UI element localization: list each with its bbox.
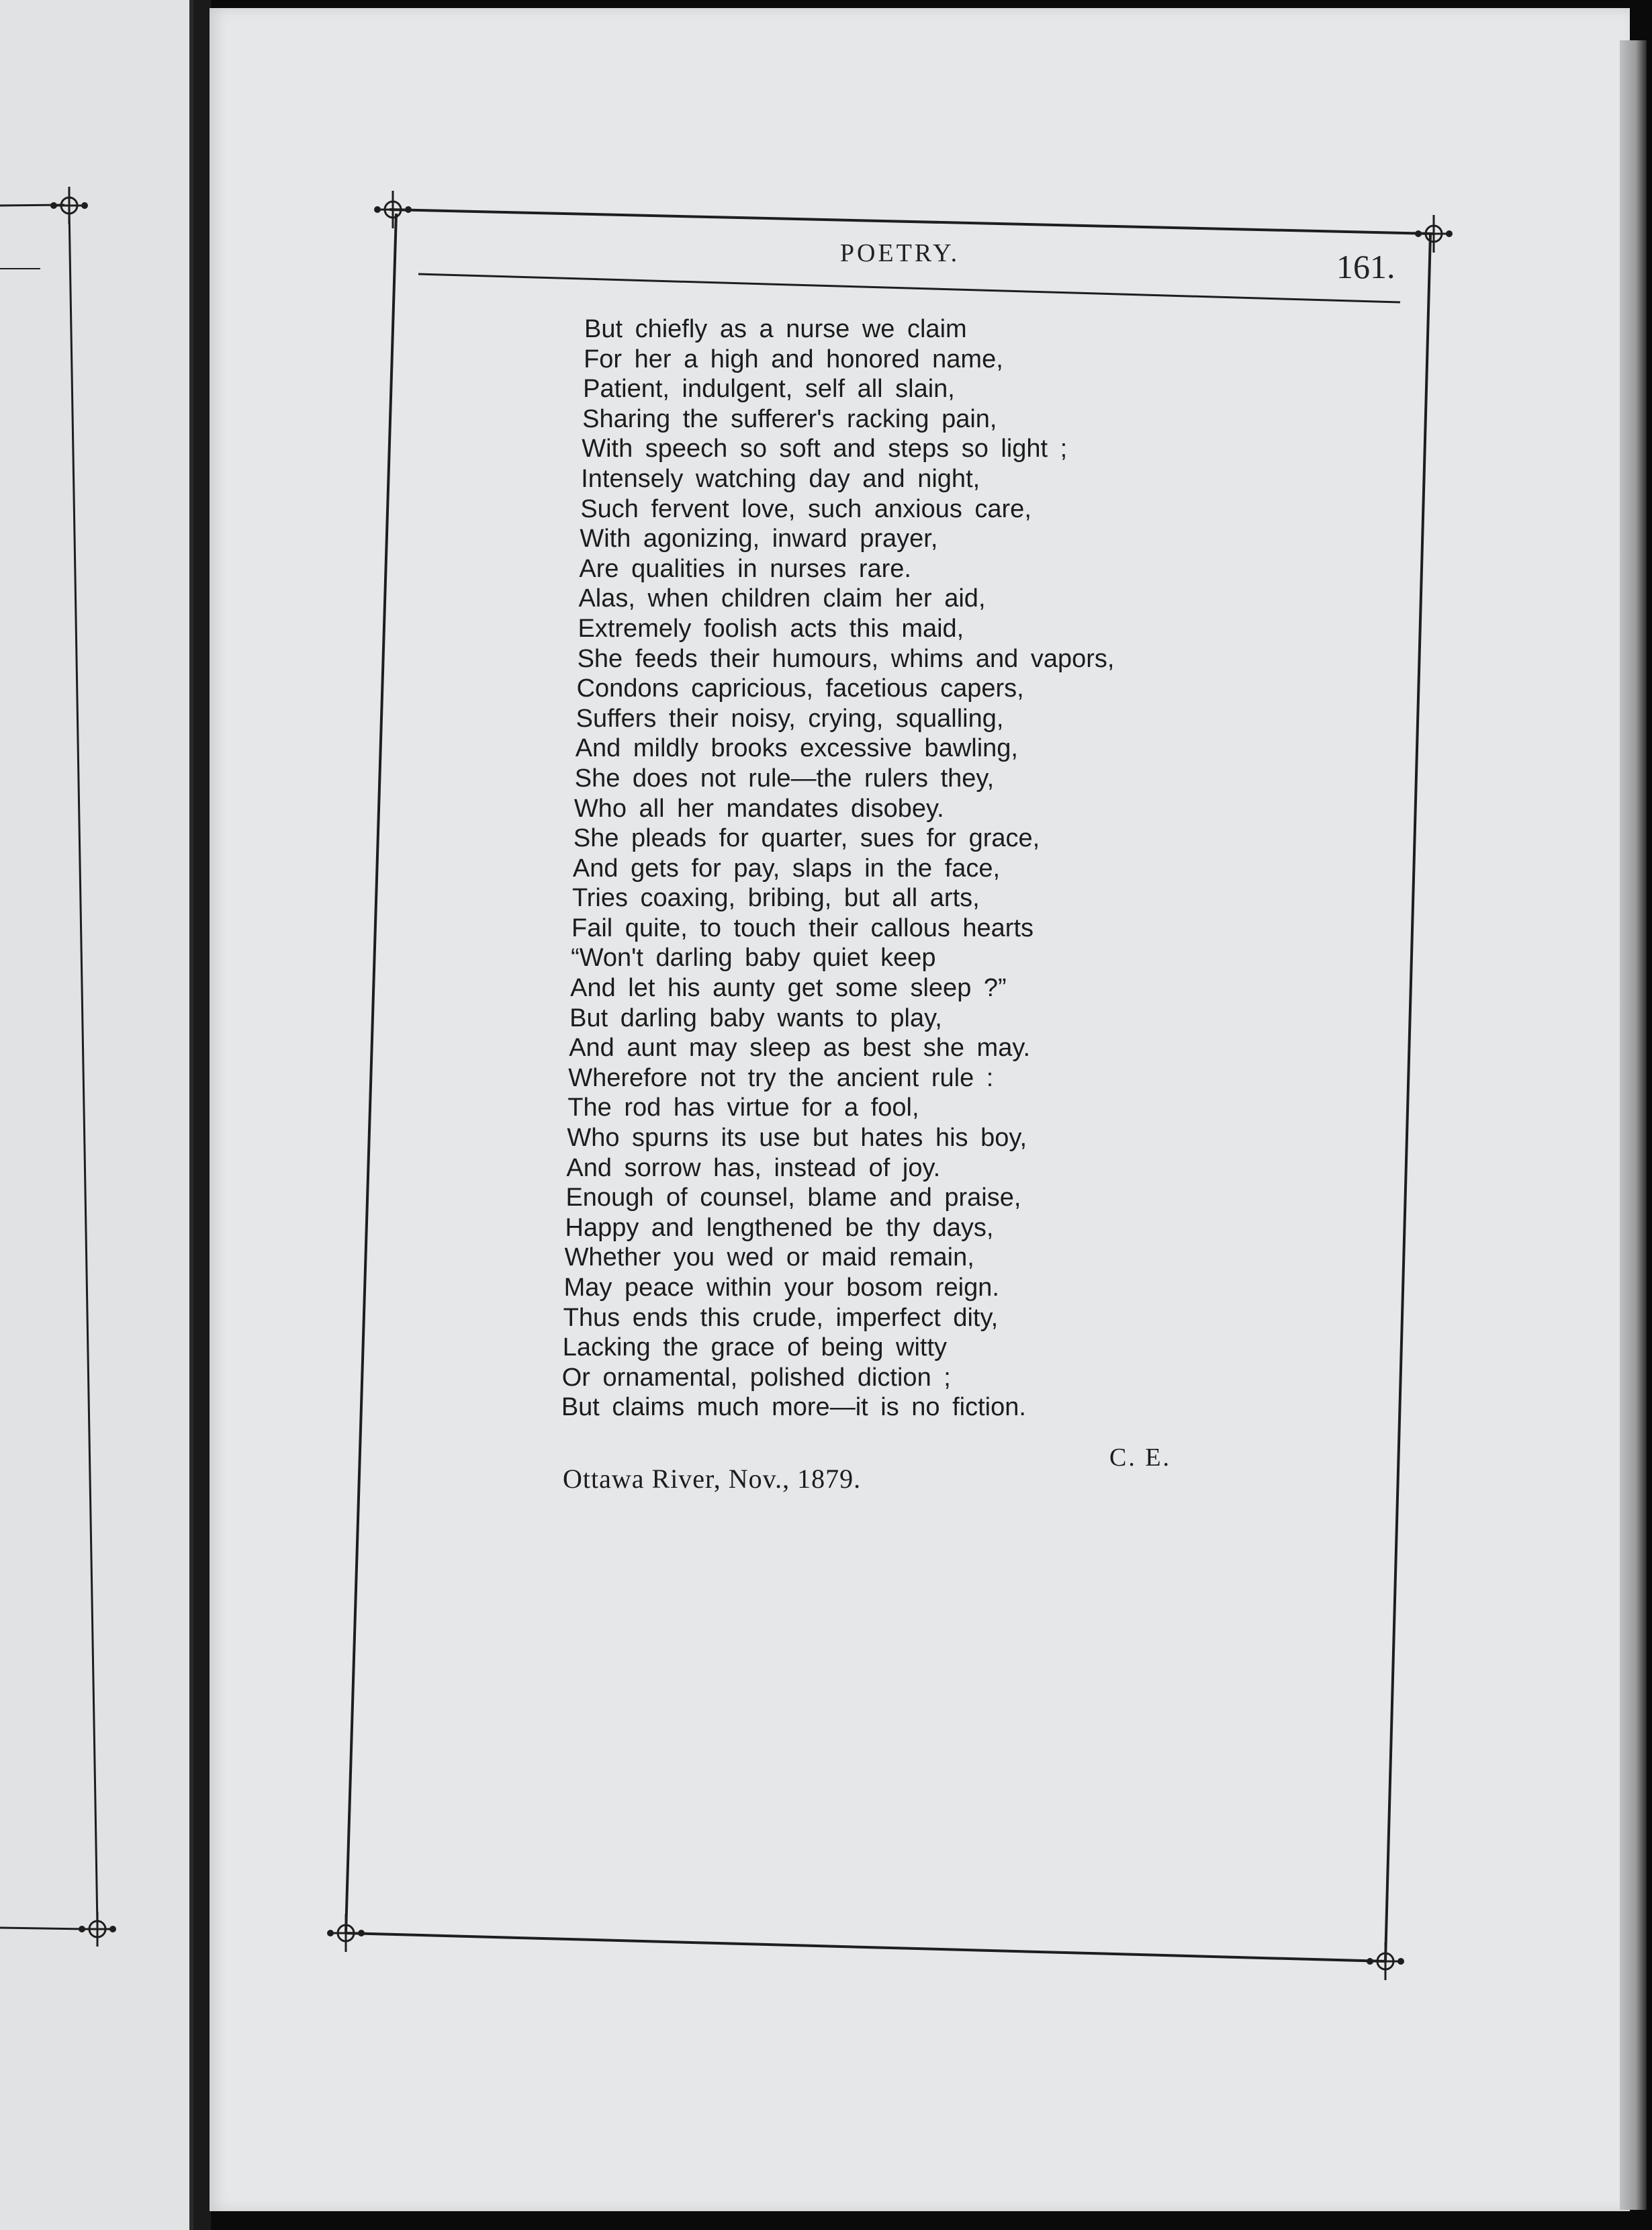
running-head: POETRY. <box>839 239 960 267</box>
poem-line: And aunt may sleep as best she may. <box>569 1034 1031 1063</box>
frame-left-rule <box>346 214 396 1933</box>
page-number: 161. <box>1336 248 1395 285</box>
frame-bottom-rule <box>346 1933 1387 1961</box>
poem-line: Extremely foolish acts this maid, <box>578 614 964 643</box>
poem-line: Tries coaxing, bribing, but all arts, <box>571 884 980 913</box>
left-page-vertical-rule <box>69 208 97 1926</box>
poem-line: And let his aunty get some sleep ?” <box>570 974 1007 1003</box>
corner-ornament-icon <box>1369 1943 1402 1980</box>
corner-ornament-icon <box>81 1912 114 1947</box>
poem-line: Suffers their noisy, crying, squalling, <box>576 704 1004 733</box>
poem-line: Are qualities in nurses rare. <box>579 554 911 583</box>
poem-line: And mildly brooks excessive bawling, <box>575 734 1018 763</box>
poem-dateline: Ottawa River, Nov., 1879. <box>563 1464 862 1494</box>
corner-ornament-icon <box>1417 215 1451 253</box>
poem-line: For her a high and honored name, <box>584 345 1003 373</box>
poem-line: Lacking the grace of being witty <box>562 1333 948 1362</box>
poem-line: The rod has virtue for a fool, <box>567 1094 919 1122</box>
poem-line: “Won't darling baby quiet keep <box>571 944 936 973</box>
poem-line: Patient, indulgent, self all slain, <box>583 375 955 404</box>
poem-line: Sharing the sufferer's racking pain, <box>582 404 997 433</box>
poem-line: Fail quite, to touch their callous hearts <box>571 913 1034 942</box>
poem-line: Who all her mandates disobey. <box>573 794 944 823</box>
poem-line: With agonizing, inward prayer, <box>580 525 938 553</box>
poem-line: Enough of counsel, blame and praise, <box>565 1184 1021 1212</box>
poem-line: Wherefore not try the ancient rule : <box>568 1063 994 1092</box>
poem-line: And sorrow has, instead of joy. <box>566 1153 941 1182</box>
poem-line: Or ornamental, polished diction ; <box>561 1363 951 1392</box>
poem-line: Thus ends this crude, imperfect dity, <box>563 1303 999 1332</box>
poem-line: Condons capricious, facetious capers, <box>576 674 1024 703</box>
corner-ornament-icon <box>52 187 86 224</box>
corner-ornament-icon <box>376 191 410 228</box>
poem-line: She feeds their humours, whims and vapors, <box>577 644 1115 673</box>
poem-line: Whether you wed or maid remain, <box>564 1243 974 1272</box>
poem-line: Such fervent love, such anxious care, <box>580 494 1031 523</box>
poem-line: She does not rule—the rulers they, <box>574 764 995 793</box>
poem-line: But darling baby wants to play, <box>569 1004 942 1032</box>
poem-line: And gets for pay, slaps in the face, <box>572 854 1001 883</box>
poem-signature: C. E. <box>1109 1443 1172 1472</box>
poem-line: Alas, when children claim her aid, <box>578 584 986 613</box>
poem-line: Intensely watching day and night, <box>581 464 980 493</box>
frame-top-rule <box>389 210 1434 234</box>
poem-line: May peace within your bosom reign. <box>563 1274 999 1302</box>
header-rule <box>418 274 1400 302</box>
poem-line: Happy and lengthened be thy days, <box>565 1213 994 1242</box>
poem-line: But chiefly as a nurse we claim <box>584 315 967 343</box>
frame-right-rule <box>1385 234 1430 1961</box>
poem-line: Who spurns its use but hates his boy, <box>567 1124 1027 1153</box>
corner-ornament-icon <box>329 1914 363 1952</box>
poem-line: She pleads for quarter, sues for grace, <box>573 824 1040 853</box>
poem-line: But claims much more—it is no fiction. <box>561 1393 1026 1422</box>
poem-line: With speech so soft and steps so light ; <box>582 435 1068 463</box>
poem-body <box>561 314 1256 1423</box>
left-page-bottom-rule <box>0 1928 87 1929</box>
